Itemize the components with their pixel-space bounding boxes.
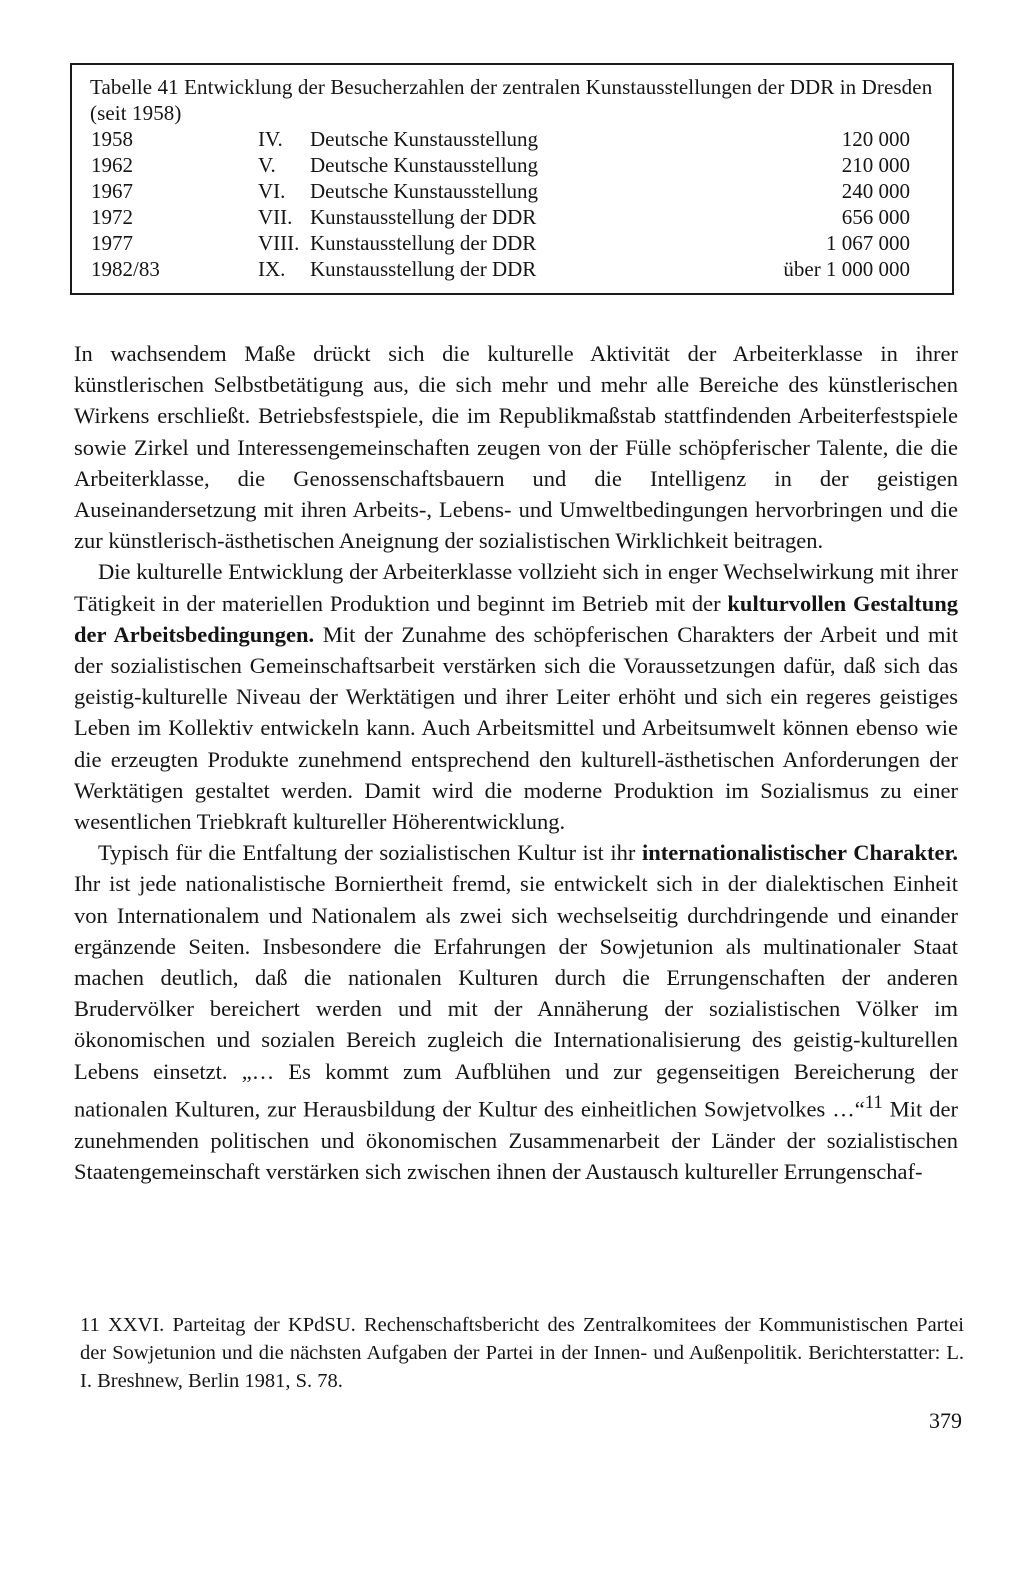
row-visitors: 120 000 xyxy=(841,127,910,151)
paragraph xyxy=(74,338,958,556)
row-number: VII. xyxy=(258,205,293,229)
row-exhibition: Deutsche Kunstausstellung xyxy=(310,179,539,203)
emphasis: kulturvollen Gestaltung der Arbeitsbedingungen. xyxy=(74,590,959,647)
row-exhibition: Deutsche Kunstausstellung xyxy=(310,153,539,177)
row-year: 1982/83 xyxy=(91,257,160,281)
row-visitors: 656 000 xyxy=(841,205,910,229)
row-visitors: 240 000 xyxy=(841,179,910,203)
table-caption: Tabelle 41 Entwicklung der Besucherzahlen der zentralen Kunstausstellungen der DDR in Dresden (seit 1958) xyxy=(90,75,933,125)
row-number: V. xyxy=(258,153,276,177)
row-year: 1958 xyxy=(91,127,133,151)
page-number: 379 xyxy=(929,1408,962,1433)
body-text xyxy=(74,338,958,1187)
paragraph-text: Mit der zunehmenden politischen und ökonomischen Zusammenarbeit der Länder der sozialistischen Staatengemeinschaft verstärken sich zwischen ihnen der Austausch kultureller Errungenschaf- xyxy=(74,1096,958,1184)
paragraph xyxy=(74,837,958,1187)
paragraph-text: Ihr ist jede nationalistische Borniertheit fremd, sie entwickelt sich in der dialektischen Einheit von Internationalem und Nationalem als zwei sich wechselseitig durchdringende und einander ergänzende Seiten. Insbesondere die Erfahrungen der Sowjetunion als multinationaler Staat machen deutlich, daß die nationalen Kulturen durch die Errungenschaften der anderen Brudervölker bereichert werden und mit der Annäherung der sozialistischen Völker im ökonomischen und sozialen Bereich zugleich die Internationalisierung des geistig-kulturellen Lebens einsetzt. „… Es kommt zum Aufblühen und zur gegenseitigen Bereicherung der nationalen Kulturen, zur Herausbildung der Kultur des einheitlichen Sowjetvolkes …“ xyxy=(74,871,958,1122)
footnote: 11 XXVI. Parteitag der KPdSU. Rechenschaftsbericht des Zentralkomitees der Kommunistischen Partei der Sowjetunion und die nächsten Aufgaben der Partei in der Innen- und Außenpolitik. Berichterstatter: L. I. Breshnew, Berlin 1981, S. 78. xyxy=(80,1314,964,1392)
row-exhibition: Deutsche Kunstausstellung xyxy=(310,127,539,151)
paragraph-text: In wachsendem Maße drückt sich die kulturelle Aktivität der Arbeiterklasse in ihrer künstlerischen Selbstbetätigung aus, die sich mehr und mehr alle Bereiche des künstlerischen Wirkens erschließt. Betriebsfestspiele, die im Republikmaßstab stattfindenden Arbeiterfestspiele sowie Zirkel und Interessengemeinschaften zeugen von der Fülle schöpferischer Talente, die die Arbeiterklasse, die Genossenschaftsbauern und die Intelligenz in der geistigen Auseinandersetzung mit ihren Arbeits-, Lebens- und Umweltbedingungen hervorbringen und die zur künstlerisch-ästhetischen Aneignung der sozialistischen Wirklichkeit beitragen. xyxy=(74,341,958,554)
row-year: 1962 xyxy=(91,153,133,177)
paragraph-text: Typisch für die Entfaltung der sozialistischen Kultur ist ihr xyxy=(98,840,643,866)
row-number: IV. xyxy=(258,127,283,151)
table-row xyxy=(72,204,952,230)
row-visitors: 1 067 000 xyxy=(826,231,910,255)
row-exhibition: Kunstausstellung der DDR xyxy=(310,231,537,255)
paragraph xyxy=(74,556,958,837)
paragraph-text: Die kulturelle Entwicklung der Arbeiterklasse vollzieht sich in enger Wechselwirkung mit ihrer Tätigkeit in der materiellen Produktion und beginnt im Betrieb mit der xyxy=(74,559,958,616)
row-year: 1977 xyxy=(91,231,133,255)
row-exhibition: Kunstausstellung der DDR xyxy=(310,205,537,229)
row-visitors: 210 000 xyxy=(841,153,910,177)
table-row xyxy=(72,230,952,256)
row-number: VI. xyxy=(258,179,286,203)
row-exhibition: Kunstausstellung der DDR xyxy=(310,257,537,281)
footnote-reference: 11 xyxy=(864,1091,883,1113)
row-number: VIII. xyxy=(258,231,300,255)
table-row xyxy=(72,256,952,282)
row-year: 1972 xyxy=(91,205,133,229)
row-year: 1967 xyxy=(91,179,133,203)
table-row xyxy=(72,152,952,178)
emphasis: internationalistischer Charakter. xyxy=(642,840,958,866)
paragraph-text: Mit der Zunahme des schöpferischen Charakters der Arbeit und mit der sozialistischen Gemeinschaftsarbeit verstärken sich die Voraussetzungen dafür, daß sich das geistig-kulturelle Niveau der Werktätigen und ihrer Leiter erhöht und sich ein regeres geistiges Leben im Kollektiv entwickeln kann. Auch Arbeitsmittel und Arbeitsumwelt können ebenso wie die erzeugten Produkte zunehmend entsprechend den kulturell-ästhetischen Anforderungen der Werktätigen gestaltet werden. Damit wird die moderne Produktion im Sozialismus zu einer wesentlichen Triebkraft kultureller Höherentwicklung. xyxy=(74,621,958,835)
table-row xyxy=(72,126,952,152)
row-number: IX. xyxy=(258,257,286,281)
row-visitors: über 1 000 000 xyxy=(783,257,910,281)
visitor-table xyxy=(70,63,954,295)
table-row xyxy=(72,178,952,204)
